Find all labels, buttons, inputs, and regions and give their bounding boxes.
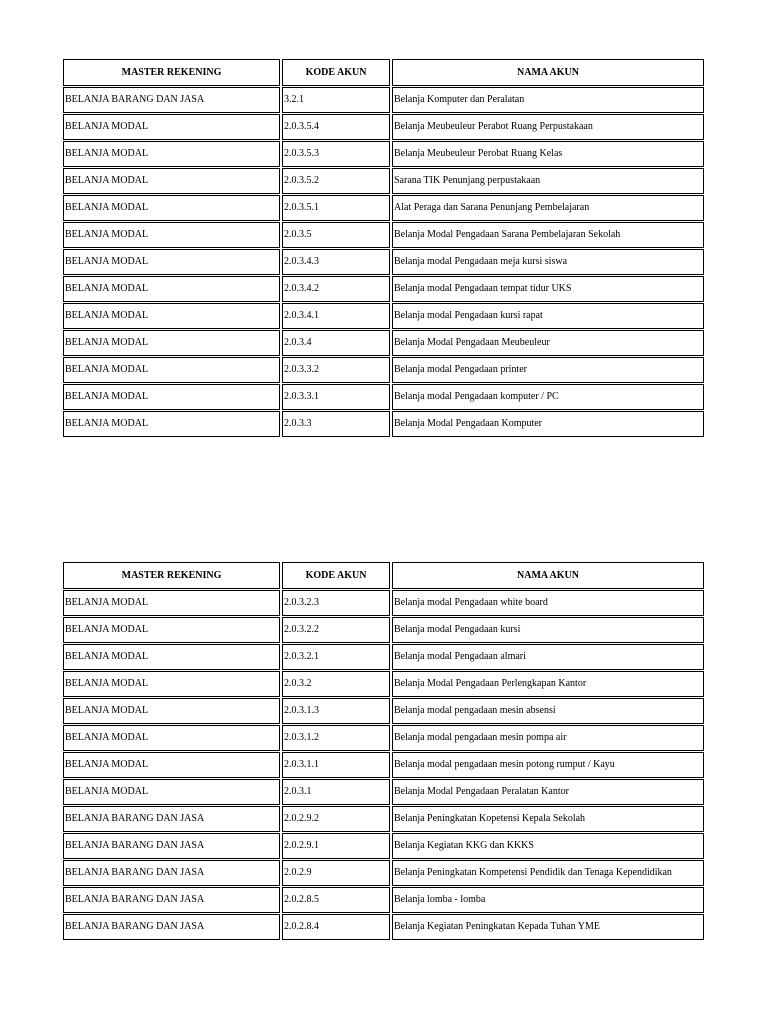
cell-nama-akun: Belanja Modal Pengadaan Peralatan Kantor [392,779,704,805]
header-master-rekening: MASTER REKENING [63,59,280,86]
table-body [63,87,704,438]
table-row [63,195,704,222]
cell-kode-akun: 2.0.3.5.3 [282,141,390,167]
cell-master-rekening: BELANJA MODAL [63,330,280,356]
cell-master-rekening: BELANJA BARANG DAN JASA [63,914,280,940]
cell-nama-akun: Belanja modal Pengadaan komputer / PC [392,384,704,410]
cell-kode-akun: 2.0.2.9.2 [282,806,390,832]
cell-master-rekening: BELANJA MODAL [63,617,280,643]
table-row [63,860,704,887]
table-row [63,914,704,941]
table-row [63,725,704,752]
table-row [63,357,704,384]
table-row [63,752,704,779]
table-row [63,168,704,195]
table-row [63,887,704,914]
cell-kode-akun: 2.0.3.1 [282,779,390,805]
cell-kode-akun: 2.0.3.1.1 [282,752,390,778]
table-row [63,87,704,114]
table-body [63,590,704,941]
cell-nama-akun: Belanja modal Pengadaan almari [392,644,704,670]
cell-nama-akun: Belanja Modal Pengadaan Komputer [392,411,704,437]
cell-nama-akun: Belanja Modal Pengadaan Perlengkapan Kantor [392,671,704,697]
cell-master-rekening: BELANJA MODAL [63,168,280,194]
cell-master-rekening: BELANJA MODAL [63,590,280,616]
cell-master-rekening: BELANJA BARANG DAN JASA [63,887,280,913]
cell-master-rekening: BELANJA MODAL [63,698,280,724]
cell-kode-akun: 3.2.1 [282,87,390,113]
cell-master-rekening: BELANJA MODAL [63,384,280,410]
cell-master-rekening: BELANJA MODAL [63,725,280,751]
table-row [63,590,704,617]
cell-nama-akun: Belanja lomba - lomba [392,887,704,913]
header-nama-akun: NAMA AKUN [392,59,704,86]
cell-master-rekening: BELANJA MODAL [63,276,280,302]
table-row [63,806,704,833]
table-row [63,222,704,249]
cell-kode-akun: 2.0.3.2.2 [282,617,390,643]
cell-kode-akun: 2.0.3.4.2 [282,276,390,302]
cell-master-rekening: BELANJA MODAL [63,779,280,805]
table-header-row [63,59,704,87]
cell-master-rekening: BELANJA BARANG DAN JASA [63,806,280,832]
cell-nama-akun: Alat Peraga dan Sarana Penunjang Pembelajaran [392,195,704,221]
cell-nama-akun: Belanja modal Pengadaan kursi rapat [392,303,704,329]
cell-master-rekening: BELANJA MODAL [63,114,280,140]
cell-nama-akun: Belanja modal Pengadaan kursi [392,617,704,643]
cell-kode-akun: 2.0.3.5 [282,222,390,248]
cell-master-rekening: BELANJA MODAL [63,411,280,437]
cell-nama-akun: Belanja Meubeuleur Perobat Ruang Kelas [392,141,704,167]
cell-kode-akun: 2.0.3.5.4 [282,114,390,140]
cell-master-rekening: BELANJA BARANG DAN JASA [63,833,280,859]
account-table-2 [63,562,704,941]
cell-nama-akun: Belanja Kegiatan KKG dan KKKS [392,833,704,859]
cell-nama-akun: Belanja Peningkatan Kompetensi Pendidik dan Tenaga Kependidikan [392,860,704,886]
cell-master-rekening: BELANJA MODAL [63,141,280,167]
cell-kode-akun: 2.0.3.3 [282,411,390,437]
cell-master-rekening: BELANJA BARANG DAN JASA [63,860,280,886]
cell-nama-akun: Belanja Kegiatan Peningkatan Kepada Tuhan YME [392,914,704,940]
cell-nama-akun: Belanja Komputer dan Peralatan [392,87,704,113]
header-master-rekening: MASTER REKENING [63,562,280,589]
cell-master-rekening: BELANJA MODAL [63,752,280,778]
cell-master-rekening: BELANJA MODAL [63,357,280,383]
cell-kode-akun: 2.0.3.4.3 [282,249,390,275]
table-row [63,617,704,644]
header-kode-akun: KODE AKUN [282,562,390,589]
cell-master-rekening: BELANJA MODAL [63,249,280,275]
cell-kode-akun: 2.0.3.5.2 [282,168,390,194]
table-header-row [63,562,704,590]
cell-nama-akun: Belanja modal Pengadaan tempat tidur UKS [392,276,704,302]
cell-kode-akun: 2.0.2.9.1 [282,833,390,859]
cell-master-rekening: BELANJA MODAL [63,671,280,697]
cell-nama-akun: Belanja Peningkatan Kopetensi Kepala Sekolah [392,806,704,832]
header-kode-akun: KODE AKUN [282,59,390,86]
cell-kode-akun: 2.0.3.1.2 [282,725,390,751]
table-row [63,330,704,357]
cell-nama-akun: Belanja modal Pengadaan printer [392,357,704,383]
table-row [63,141,704,168]
cell-kode-akun: 2.0.3.2.3 [282,590,390,616]
table-row [63,779,704,806]
table-row [63,384,704,411]
table-row [63,303,704,330]
cell-master-rekening: BELANJA BARANG DAN JASA [63,87,280,113]
cell-master-rekening: BELANJA MODAL [63,644,280,670]
cell-nama-akun: Sarana TIK Penunjang perpustakaan [392,168,704,194]
cell-nama-akun: Belanja modal Pengadaan meja kursi siswa [392,249,704,275]
cell-master-rekening: BELANJA MODAL [63,222,280,248]
cell-kode-akun: 2.0.3.4 [282,330,390,356]
table-row [63,411,704,438]
cell-master-rekening: BELANJA MODAL [63,195,280,221]
cell-kode-akun: 2.0.3.4.1 [282,303,390,329]
cell-kode-akun: 2.0.3.3.2 [282,357,390,383]
cell-kode-akun: 2.0.3.1.3 [282,698,390,724]
cell-nama-akun: Belanja modal pengadaan mesin potong rumput / Kayu [392,752,704,778]
table-row [63,644,704,671]
cell-nama-akun: Belanja modal Pengadaan white board [392,590,704,616]
table-row [63,698,704,725]
cell-nama-akun: Belanja Modal Pengadaan Sarana Pembelajaran Sekolah [392,222,704,248]
table-row [63,276,704,303]
cell-nama-akun: Belanja modal pengadaan mesin pompa air [392,725,704,751]
table-row [63,114,704,141]
cell-kode-akun: 2.0.3.2.1 [282,644,390,670]
header-nama-akun: NAMA AKUN [392,562,704,589]
cell-kode-akun: 2.0.3.5.1 [282,195,390,221]
cell-nama-akun: Belanja Meubeuleur Perabot Ruang Perpustakaan [392,114,704,140]
cell-master-rekening: BELANJA MODAL [63,303,280,329]
cell-kode-akun: 2.0.2.9 [282,860,390,886]
cell-kode-akun: 2.0.2.8.4 [282,914,390,940]
table-row [63,249,704,276]
cell-kode-akun: 2.0.3.3.1 [282,384,390,410]
cell-nama-akun: Belanja Modal Pengadaan Meubeuleur [392,330,704,356]
cell-kode-akun: 2.0.3.2 [282,671,390,697]
cell-nama-akun: Belanja modal pengadaan mesin absensi [392,698,704,724]
cell-kode-akun: 2.0.2.8.5 [282,887,390,913]
table-row [63,833,704,860]
table-row [63,671,704,698]
account-table-1 [63,59,704,438]
